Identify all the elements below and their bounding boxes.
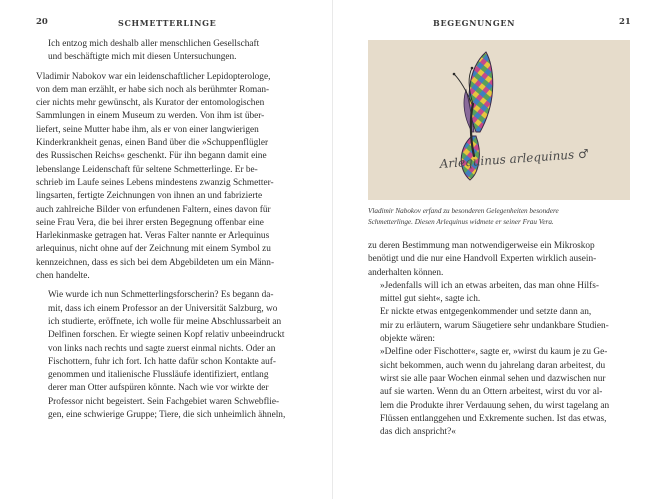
text-line: auf sie warten. Wenn du an Ottern arbeitest, wirst du vor al- bbox=[380, 387, 603, 398]
drawing-label: Arlequinus arlequinus ♂ bbox=[439, 146, 590, 171]
right-page-number: 21 bbox=[619, 17, 631, 27]
text-line: chen handelte. bbox=[36, 271, 90, 282]
paragraph bbox=[36, 38, 304, 65]
paragraph bbox=[368, 280, 636, 307]
text-line: mittel gut sieht«, sagte ich. bbox=[380, 294, 481, 305]
text-line: zu deren Bestimmung man notwendigerweise ein Mikroskop bbox=[368, 241, 595, 251]
left-page bbox=[0, 0, 332, 499]
text-line: Sammlungen in einem Museum zu werden. Von ihm ist über- bbox=[36, 111, 265, 122]
text-line: von links nach rechts und sagte zuerst einmal nichts. Oder an bbox=[48, 343, 276, 354]
text-line: lebenslange Leidenschaft für seltene Schmetterlinge. Er be- bbox=[36, 164, 258, 175]
text-line: Fischottern, fuhr ich fort. Ich hatte dafür schon Kontakte auf- bbox=[48, 356, 276, 367]
text-line: liefert, seine Mutter habe ihm, als er von einer langwierigen bbox=[36, 124, 259, 135]
caption-line: Schmetterlinge. Diesen Arlequinus widmete er seiner Frau Vera. bbox=[368, 217, 554, 226]
text-line: auch zahlreiche Bilder von erfundenen Faltern, eines davon für bbox=[36, 204, 271, 215]
drawing-paper-background bbox=[368, 40, 630, 200]
text-line: mit, dass ich einem Professor an der Universität Salzburg, wo bbox=[48, 303, 278, 314]
text-line: objekte wären: bbox=[380, 334, 435, 345]
text-line: Er nickte etwas entgegenkommender und setzte dann an, bbox=[380, 307, 592, 318]
text-line: Delfinen forschen. Er wiegte seinen Kopf relativ unbeeindruckt bbox=[48, 330, 285, 341]
text-line: von dem man erzählt, er habe sich noch als berühmter Roman- bbox=[36, 84, 270, 95]
text-line: und beschäftigte mich mit diesen Untersuchungen. bbox=[48, 52, 237, 63]
paragraph bbox=[368, 240, 636, 280]
text-line: schrieb im Laufe seines Lebens mindestens zwanzig Schmetter- bbox=[36, 177, 274, 188]
right-page bbox=[333, 0, 665, 499]
text-line: das dich anspricht?« bbox=[380, 427, 456, 438]
text-line: Ich entzog mich deshalb aller menschlichen Gesellschaft bbox=[48, 39, 260, 49]
text-line: derer man Otter aufspüren könnte. Nach wie vor wirkte der bbox=[48, 383, 269, 394]
text-line: sicht bekommen, auch wenn du jahrelang daran arbeitest, du bbox=[380, 360, 606, 371]
text-line: benötigt und die nur eine Handvoll Experten wirklich ausein- bbox=[368, 254, 597, 265]
paragraph bbox=[36, 289, 304, 422]
paragraph bbox=[36, 71, 304, 284]
text-line: Harlekinmaske getragen hat. Veras Falter nannte er Arlequinus bbox=[36, 231, 270, 242]
text-line: seine Frau Vera, die bei ihrer ersten Begegnung offenbar eine bbox=[36, 217, 264, 228]
caption-line: Vladimir Nabokov erfand zu besonderen Gelegenheiten besondere bbox=[368, 207, 559, 215]
paragraph bbox=[368, 346, 636, 439]
text-line: Vladimir Nabokov war ein leidenschaftlicher Lepidopterologe, bbox=[36, 71, 271, 82]
left-running-head: SCHMETTERLINGE bbox=[118, 18, 217, 28]
text-line: lem die Produkte ihrer Verdauung sehen, du wirst tagelang an bbox=[380, 400, 610, 411]
antenna-tip bbox=[471, 67, 474, 70]
text-line: Wie wurde ich nun Schmetterlingsforscherin? Es begann da- bbox=[48, 290, 274, 301]
left-page-number: 20 bbox=[36, 17, 48, 27]
paragraph bbox=[368, 306, 636, 346]
text-line: cier nichts mehr gewünscht, als Kurator der entomologischen bbox=[36, 98, 265, 109]
text-line: Professor nicht begeistert. Sein Fachgebiet waren Schwebflie- bbox=[48, 396, 280, 407]
left-body-text bbox=[36, 38, 304, 422]
text-line: kennzeichnen, dass es sich bei dem Abgebildeten um ein Männ- bbox=[36, 257, 275, 268]
text-line: ich studierte, eröffnete, ich wolle für meine Abschlussarbeit an bbox=[48, 316, 282, 327]
text-line: Kinderkrankheit genas, einen Band über die »Schuppenflügler bbox=[36, 138, 269, 149]
text-line: arlequinus, nicht ohne auf der Zeichnung mit einem Symbol zu bbox=[36, 244, 271, 255]
text-line: Flüssen entlanggehen und Exkremente suchen. Ist das etwas, bbox=[380, 413, 607, 424]
text-line: gen, eine schwierige Gruppe; Tiere, die sich unheimlich ähneln, bbox=[48, 410, 286, 421]
text-line: mir zu erläutern, warum Säugetiere sehr undankbare Studien- bbox=[380, 320, 609, 331]
butterfly-illustration-icon bbox=[368, 40, 630, 200]
right-body-text bbox=[368, 240, 636, 439]
text-line: lingsarten, fertigte Zeichnungen von ihnen an und fabrizierte bbox=[36, 191, 263, 202]
text-line: »Delfine oder Fischotter«, sagte er, »wirst du kaum je zu Ge- bbox=[380, 347, 608, 358]
text-line: des Russischen Reichs« geschenkt. Für ihn begann damit eine bbox=[36, 151, 267, 162]
text-line: anderhalten können. bbox=[368, 267, 444, 278]
figure-caption bbox=[368, 206, 630, 227]
text-line: wirst sie alle paar Wochen einmal sehen und dazwischen nur bbox=[380, 373, 606, 384]
text-line: »Jedenfalls will ich an etwas arbeiten, das man ohne Hilfs- bbox=[380, 280, 599, 291]
text-line: genommen und italienische Flussläufe identifiziert, entlang bbox=[48, 370, 269, 381]
butterfly-drawing bbox=[368, 40, 630, 200]
right-running-head: BEGEGNUNGEN bbox=[433, 18, 516, 28]
antenna-tip bbox=[453, 73, 456, 76]
